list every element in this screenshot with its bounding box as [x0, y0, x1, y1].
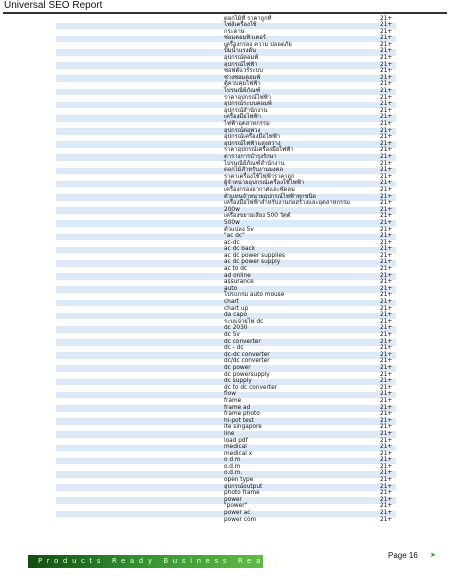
keyword-table: [56, 16, 396, 524]
keyword-cell: frame photo: [224, 411, 260, 418]
keyword-cell: hi-pot test: [224, 417, 254, 424]
value-cell: 21+: [380, 246, 393, 253]
value-cell: 21+: [380, 463, 393, 470]
keyword-cell: ช่างซ่อมคอมพ์: [224, 74, 261, 81]
header-divider: [3, 12, 447, 14]
value-cell: 21+: [380, 48, 393, 55]
keyword-cell: dc 2030: [224, 325, 248, 332]
keyword-cell: อุปกรณ์สำนักงาน: [224, 107, 268, 114]
keyword-cell: dc power: [224, 364, 251, 371]
keyword-cell: ac dc power supply: [224, 259, 281, 266]
keyword-cell: ตารางการบำรุงรักษา: [224, 153, 277, 160]
keyword-cell: frame: [224, 397, 242, 404]
value-cell: 21+: [380, 325, 393, 332]
value-cell: 21+: [380, 61, 393, 68]
value-cell: 21+: [380, 186, 393, 193]
keyword-cell: ราคาอุปกรณ์ไฟฟ้า: [224, 94, 272, 101]
value-cell: 21+: [380, 490, 393, 497]
value-cell: 21+: [380, 35, 393, 42]
value-cell: 21+: [380, 345, 393, 352]
value-cell: 21+: [380, 411, 393, 418]
value-cell: 21+: [380, 160, 393, 167]
value-cell: 21+: [380, 259, 393, 266]
value-cell: 21+: [380, 371, 393, 378]
value-cell: 21+: [380, 417, 393, 424]
keyword-cell: ผู้จำหน่ายอุปกรณ์เครื่องใช้ไฟฟ้า: [224, 180, 305, 187]
keyword-cell: load pdf: [224, 437, 248, 444]
value-cell: 21+: [380, 299, 393, 306]
keyword-cell: ดอกไม้สำหรับงานมงคล: [224, 167, 284, 174]
value-cell: 21+: [380, 503, 393, 510]
keyword-cell: 200w: [224, 206, 240, 213]
keyword-cell: o d m: [224, 457, 241, 464]
keyword-cell: assurance: [224, 279, 254, 286]
keyword-cell: ตัวแปลง 5v: [224, 226, 254, 233]
keyword-cell: ite singapore: [224, 424, 262, 431]
keyword-cell: open type: [224, 477, 254, 484]
keyword-cell: ราคาอุปกรณ์เครื่องมือไฟฟ้า: [224, 147, 294, 154]
value-cell: 21+: [380, 470, 393, 477]
keyword-cell: ad online: [224, 272, 251, 279]
keyword-cell: medical: [224, 444, 247, 451]
keyword-cell: power ac: [224, 510, 251, 517]
keyword-cell: auto: [224, 285, 238, 292]
value-cell: 21+: [380, 22, 393, 29]
value-cell: 21+: [380, 351, 393, 358]
keyword-cell: โปรแกรม auto mouse: [224, 292, 285, 299]
keyword-cell: line: [224, 430, 235, 437]
keyword-cell: ไฟล์เครื่องใช้: [224, 22, 257, 29]
value-cell: 21+: [380, 318, 393, 325]
value-cell: 21+: [380, 332, 393, 338]
keyword-cell: อุปกรณ์ระบบคอมพ์: [224, 101, 272, 108]
value-cell: 21+: [380, 378, 393, 385]
value-cell: 21+: [380, 516, 393, 523]
value-cell: 21+: [380, 81, 393, 88]
keyword-cell: photo frame: [224, 490, 260, 497]
keyword-cell: เครื่องขยายเสียง 500 วัตต์: [224, 213, 291, 220]
value-cell: 21+: [380, 15, 393, 22]
value-cell: 21+: [380, 74, 393, 81]
keyword-cell: ac dc back: [224, 246, 256, 253]
keyword-cell: อุปกรณ์output: [224, 483, 263, 490]
value-cell: 21+: [380, 28, 393, 35]
keyword-cell: เครื่องกรอง ความ ปลอดภัย: [224, 41, 292, 48]
page-number: Page 16: [388, 551, 418, 560]
keyword-cell: ระบบจ่ายไฟ dc: [224, 318, 264, 325]
value-cell: 21+: [380, 312, 393, 319]
value-cell: 21+: [380, 94, 393, 101]
footer-banner-text: Products Ready Business Ready: [38, 557, 283, 565]
keyword-cell: ปั๊มน้ำแรงดัน: [224, 48, 257, 55]
keyword-cell: ไปรษณีย์ภัณฑ์: [224, 88, 261, 95]
value-cell: 21+: [380, 134, 393, 141]
keyword-cell: "power": [224, 503, 248, 510]
keyword-cell: ดอกไม้ที่ ราคาถูกที่: [224, 15, 272, 22]
keyword-cell: ac-dc: [224, 239, 240, 246]
value-cell: 21+: [380, 101, 393, 108]
value-cell: 21+: [380, 384, 393, 391]
keyword-cell: chart up: [224, 305, 249, 312]
value-cell: 21+: [380, 180, 393, 187]
value-cell: 21+: [380, 338, 393, 345]
keyword-cell: กระดาษ: [224, 28, 245, 35]
value-cell: 21+: [380, 496, 393, 503]
value-cell: 21+: [380, 206, 393, 213]
keyword-cell: ราคาเครื่องใช้ไฟฟ้าราคาถูก: [224, 173, 295, 180]
value-cell: 21+: [380, 127, 393, 134]
keyword-cell: dc/dc converter: [224, 358, 270, 365]
keyword-cell: ซ่อมคอมพิวเตอร์: [224, 35, 266, 42]
keyword-cell: dc converter: [224, 338, 261, 345]
value-cell: 21+: [380, 153, 393, 160]
value-cell: 21+: [380, 510, 393, 517]
footer-banner: [28, 555, 283, 568]
value-cell: 21+: [380, 239, 393, 246]
keyword-cell: dc 5v: [224, 332, 240, 338]
value-cell: 21+: [380, 424, 393, 431]
keyword-cell: ไฟฟ้าอุตสาหกรรม: [224, 121, 270, 127]
keyword-cell: "ac dc": [224, 233, 245, 240]
report-title: Universal SEO Report: [4, 0, 103, 11]
keyword-cell: อุปกรณ์คอมพ์: [224, 55, 259, 62]
value-cell: 21+: [380, 173, 393, 180]
value-cell: 21+: [380, 233, 393, 240]
value-cell: 21+: [380, 41, 393, 48]
value-cell: 21+: [380, 252, 393, 259]
value-cell: 21+: [380, 292, 393, 299]
value-cell: 21+: [380, 107, 393, 114]
value-cell: 21+: [380, 219, 393, 226]
value-cell: 21+: [380, 147, 393, 154]
keyword-cell: ตัวแทนจำหน่ายอุปกรณ์ไฟฟ้าทุกชนิด: [224, 193, 317, 200]
value-cell: 21+: [380, 391, 393, 398]
keyword-cell: dc to dc converter: [224, 384, 278, 391]
keyword-cell: ไปรษณีย์ภัณฑ์สำนักงาน: [224, 160, 285, 167]
keyword-cell: o.d.m: [224, 463, 241, 470]
keyword-cell: power com: [224, 516, 257, 523]
value-cell: 21+: [380, 430, 393, 437]
keyword-cell: da capo: [224, 312, 248, 319]
value-cell: 21+: [380, 305, 393, 312]
value-cell: 21+: [380, 279, 393, 286]
keyword-cell: ac to dc: [224, 266, 248, 273]
keyword-cell: flow: [224, 391, 236, 398]
value-cell: 21+: [380, 140, 393, 147]
value-cell: 21+: [380, 213, 393, 220]
keyword-cell: dc supply: [224, 378, 252, 385]
report-header: [0, 0, 450, 14]
value-cell: 21+: [380, 88, 393, 95]
value-cell: 21+: [380, 477, 393, 484]
value-cell: 21+: [380, 444, 393, 451]
keyword-cell: o.d.m.: [224, 470, 243, 477]
keyword-cell: medical x: [224, 450, 253, 457]
value-cell: 21+: [380, 266, 393, 273]
keyword-cell: chart: [224, 299, 240, 306]
keyword-cell: อุปกรณ์เครื่องมือไฟฟ้า: [224, 134, 281, 141]
keyword-cell: อุปกรณ์ไฟฟ้า: [224, 61, 258, 68]
keyword-cell: เครื่องกรองอากาศและพัดลม: [224, 186, 295, 193]
value-cell: 21+: [380, 285, 393, 292]
value-cell: 21+: [380, 68, 393, 75]
arrow-right-icon: ➤: [430, 551, 436, 559]
keyword-cell: อุปกรณ์ต่อพ่วง: [224, 127, 261, 134]
keyword-cell: เครื่องมือไฟฟ้า: [224, 114, 261, 121]
table-row: [56, 517, 396, 524]
keyword-cell: ac dc power supplies: [224, 252, 285, 259]
value-cell: 21+: [380, 457, 393, 464]
value-cell: 21+: [380, 437, 393, 444]
keyword-cell: dc - dc: [224, 345, 244, 352]
keyword-cell: เครื่องมือไฟฟ้าสำหรับงานก่อสร้างและอุตสาหกรรม: [224, 200, 350, 207]
value-cell: 21+: [380, 404, 393, 411]
value-cell: 21+: [380, 364, 393, 371]
value-cell: 21+: [380, 121, 393, 127]
keyword-cell: ซอฟต์แวร์ระบบ: [224, 68, 263, 75]
value-cell: 21+: [380, 272, 393, 279]
value-cell: 21+: [380, 114, 393, 121]
value-cell: 21+: [380, 167, 393, 174]
keyword-cell: power: [224, 496, 242, 503]
value-cell: 21+: [380, 55, 393, 62]
keyword-cell: อุปกรณ์ไฟฟ้าแสงสว่าง: [224, 140, 281, 147]
value-cell: 21+: [380, 483, 393, 490]
keyword-cell: dc powersupply: [224, 371, 270, 378]
value-cell: 21+: [380, 193, 393, 200]
value-cell: 21+: [380, 358, 393, 365]
keyword-cell: dc-dc converter: [224, 351, 270, 358]
value-cell: 21+: [380, 397, 393, 404]
value-cell: 21+: [380, 200, 393, 207]
keyword-cell: 500w: [224, 219, 240, 226]
keyword-cell: frame ad: [224, 404, 251, 411]
value-cell: 21+: [380, 226, 393, 233]
value-cell: 21+: [380, 450, 393, 457]
keyword-cell: ตู้ควบคุมไฟฟ้า: [224, 81, 261, 88]
